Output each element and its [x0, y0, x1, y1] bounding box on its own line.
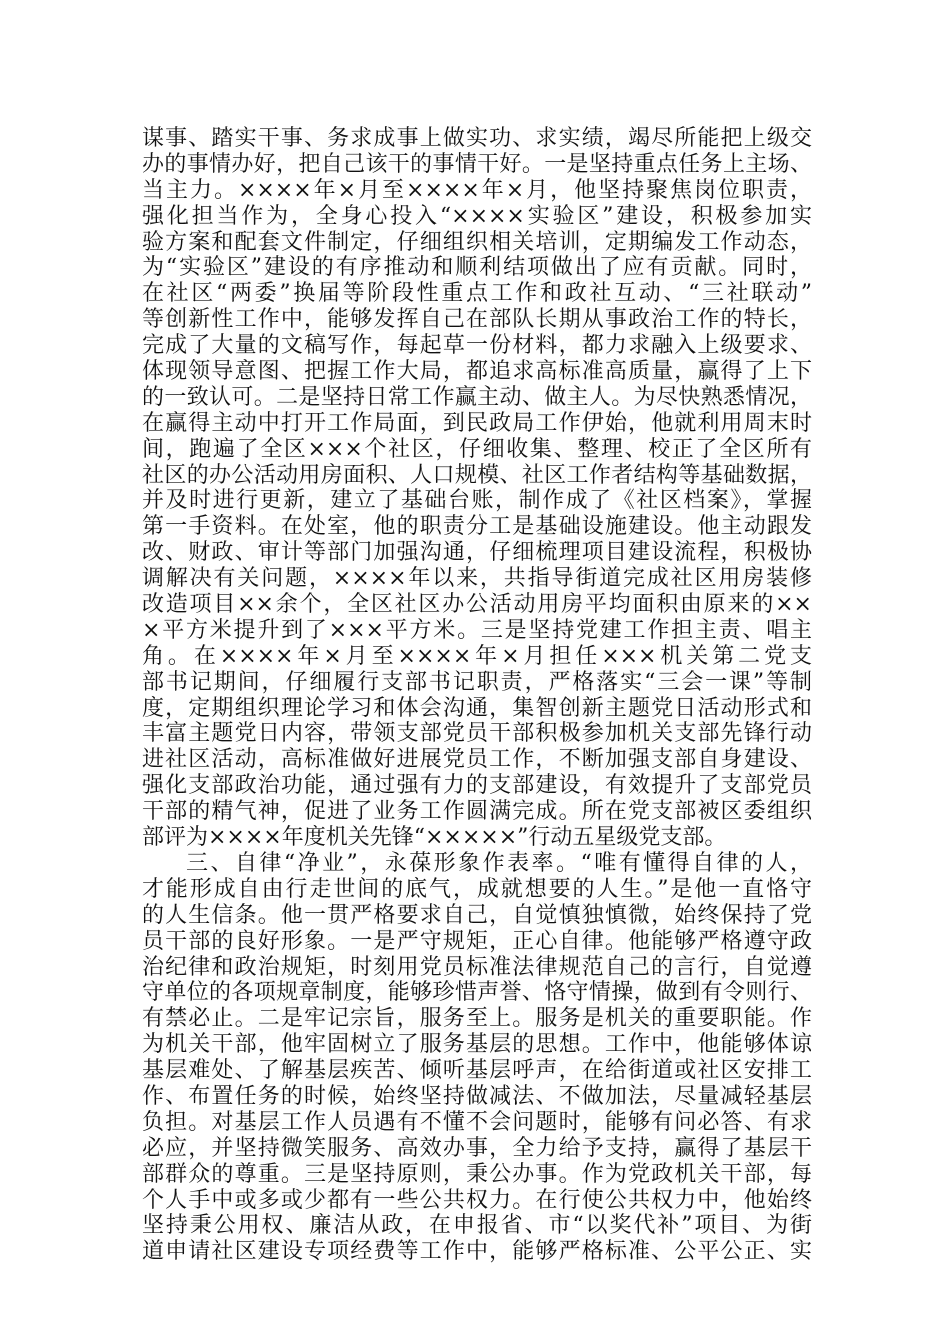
text-line: 为“实验区”建设的有序推动和顺利结项做出了应有贡献。同时， — [142, 255, 812, 281]
text-line: 验方案和配套文件制定，仔细组织相关培训，定期编发工作动态， — [142, 229, 812, 255]
text-line: 间，跑遍了全区×××个社区，仔细收集、整理、校正了全区所有 — [142, 436, 812, 462]
text-line: 度，定期组织理论学习和体会沟通，集智创新主题党日活动形式和 — [142, 695, 812, 721]
text-line: 并及时进行更新，建立了基础台账，制作成了《社区档案》，掌握 — [142, 488, 812, 514]
text-line: 守单位的各项规章制度，能够珍惜声誉、恪守情操，做到有令则行、 — [142, 980, 812, 1006]
text-line: 有禁必止。二是牢记宗旨，服务至上。服务是机关的重要职能。作 — [142, 1006, 812, 1032]
text-line: 强化担当作为，全身心投入“××××实验区”建设，积极参加实 — [142, 203, 812, 229]
text-line: ×平方米提升到了×××平方米。三是坚持党建工作担主责、唱主 — [142, 617, 812, 643]
text-line: 在社区“两委”换届等阶段性重点工作和政社互动、“三社联动” — [142, 281, 812, 307]
text-line: 部群众的尊重。三是坚持原则，秉公办事。作为党政机关干部，每 — [142, 1161, 812, 1187]
text-line: 作、布置任务的时候，始终坚持做减法、不做加法，尽量减轻基层 — [142, 1083, 812, 1109]
document-body — [142, 126, 812, 1265]
text-line: 社区的办公活动用房面积、人口规模、社区工作者结构等基础数据， — [142, 462, 812, 488]
text-line: 在赢得主动中打开工作局面，到民政局工作伊始，他就利用周末时 — [142, 410, 812, 436]
text-line: 部书记期间，仔细履行支部书记职责，严格落实“三会一课”等制 — [142, 669, 812, 695]
text-line: 完成了大量的文稿写作，每起草一份材料，都力求融入上级要求、 — [142, 333, 812, 359]
text-line: 进社区活动，高标准做好进展党员工作，不断加强支部自身建设、 — [142, 747, 812, 773]
text-line: 强化支部政治功能，通过强有力的支部建设，有效提升了支部党员 — [142, 773, 812, 799]
text-line: 谋事、踏实干事、务求成事上做实功、求实绩，竭尽所能把上级交 — [142, 126, 812, 151]
text-line: 才能形成自由行走世间的底气，成就想要的人生。”是他一直恪守 — [142, 876, 812, 902]
text-line: 道申请社区建设专项经费等工作中，能够严格标准、公平公正、实 — [142, 1239, 812, 1265]
text-line: 办的事情办好，把自己该干的事情干好。一是坚持重点任务上主场、 — [142, 151, 812, 177]
text-line: 等创新性工作中，能够发挥自己在部队长期从事政治工作的特长， — [142, 307, 812, 333]
text-line: 基层难处、了解基层疾苦、倾听基层呼声，在给街道或社区安排工 — [142, 1058, 812, 1084]
text-line: 改造项目××余个，全区社区办公活动用房平均面积由原来的×× — [142, 592, 812, 618]
text-line: 的人生信条。他一贯严格要求自己，自觉慎独慎微，始终保持了党 — [142, 902, 812, 928]
text-line: 负担。对基层工作人员遇有不懂不会问题时，能够有问必答、有求 — [142, 1109, 812, 1135]
text-line: 部评为××××年度机关先锋“×××××”行动五星级党支部。 — [142, 825, 727, 851]
text-line: 为机关干部，他牢固树立了服务基层的思想。工作中，他能够体谅 — [142, 1032, 812, 1058]
text-line: 必应，并坚持微笑服务、高效办事，全力给予支持，赢得了基层干 — [142, 1135, 812, 1161]
text-line: 个人手中或多或少都有一些公共权力。在行使公共权力中，他始终 — [142, 1187, 812, 1213]
text-line: 改、财政、审计等部门加强沟通，仔细梳理项目建设流程，积极协 — [142, 540, 812, 566]
text-line: 的一致认可。二是坚持日常工作赢主动、做主人。为尽快熟悉情况， — [142, 384, 812, 410]
text-line: 员干部的良好形象。一是严守规矩，正心自律。他能够严格遵守政 — [142, 928, 812, 954]
text-line: 当主力。××××年×月至××××年×月，他坚持聚焦岗位职责， — [142, 177, 812, 203]
text-line: 治纪律和政治规矩，时刻用党员标准法律规范自己的言行，自觉遵 — [142, 954, 812, 980]
text-line: 第一手资料。在处室，他的职责分工是基础设施建设。他主动跟发 — [142, 514, 812, 540]
text-line: 角。在××××年×月至××××年×月担任×××机关第二党支 — [142, 643, 812, 669]
text-line: 干部的精气神，促进了业务工作圆满完成。所在党支部被区委组织 — [142, 799, 812, 825]
text-line: 丰富主题党日内容，带领支部党员干部积极参加机关支部先锋行动 — [142, 721, 812, 747]
text-line: 坚持秉公用权、廉洁从政，在申报省、市“以奖代补”项目、为街 — [142, 1213, 812, 1239]
text-line: 调解决有关问题，××××年以来，共指导街道完成社区用房装修 — [142, 566, 812, 592]
text-line: 体现领导意图、把握工作大局，都追求高标准高质量，赢得了上下 — [142, 359, 812, 385]
section-heading-line: 三、自律“净业”，永葆形象作表率。“唯有懂得自律的人， — [186, 850, 812, 876]
